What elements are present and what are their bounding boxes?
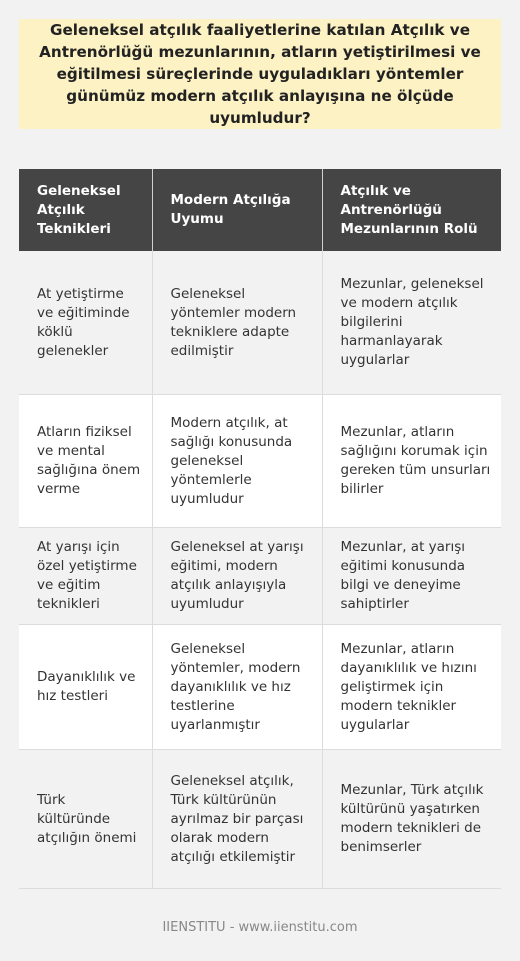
table-row — [19, 395, 501, 528]
comparison-table — [19, 169, 501, 889]
table-cell: Mezunlar, geleneksel ve modern atçılık bilgilerini harmanlayarak uygularlar — [322, 251, 501, 395]
table-cell: Geleneksel at yarışı eğitimi, modern atçılık anlayışıyla uyumludur — [152, 528, 322, 625]
table-row — [19, 528, 501, 625]
table-cell: Dayanıklılık ve hız testleri — [19, 625, 152, 750]
question-banner — [19, 19, 501, 129]
table-cell: At yarışı için özel yetiştirme ve eğitim teknikleri — [19, 528, 152, 625]
footer-credit: IIENSTITU - www.iienstitu.com — [162, 920, 358, 935]
table-row — [19, 750, 501, 889]
table-cell: Modern atçılık, at sağlığı konusunda geleneksel yöntemlerle uyumludur — [152, 395, 322, 528]
table-cell: Atların fiziksel ve mental sağlığına önem verme — [19, 395, 152, 528]
table-header — [19, 169, 501, 251]
comparison-table-container — [19, 169, 501, 889]
header-row — [19, 169, 501, 251]
table-cell: Geleneksel atçılık, Türk kültürünün ayrılmaz bir parçası olarak modern atçılığı etkilemiştir — [152, 750, 322, 889]
table-cell: Geleneksel yöntemler modern tekniklere adapte edilmiştir — [152, 251, 322, 395]
table-row — [19, 251, 501, 395]
table-cell: At yetiştirme ve eğitiminde köklü gelenekler — [19, 251, 152, 395]
table-cell: Mezunlar, Türk atçılık kültürünü yaşatırken modern teknikleri de benimserler — [322, 750, 501, 889]
table-cell: Mezunlar, atların sağlığını korumak için gereken tüm unsurları bilirler — [322, 395, 501, 528]
column-header-graduates-role: Atçılık ve Antrenörlüğü Mezunlarının Rolü — [322, 169, 501, 251]
question-text: Geleneksel atçılık faaliyetlerine katılan Atçılık ve Antrenörlüğü mezunlarının, atların yetiştirilmesi ve eğitilmesi süreçlerinde uyguladıkları yöntemler günümüz modern atçılık anlayışına ne ölçüde uyumludur? — [39, 21, 481, 127]
table-row — [19, 625, 501, 750]
table-body — [19, 251, 501, 889]
column-header-modern-compatibility: Modern Atçılığa Uyumu — [152, 169, 322, 251]
column-header-traditional-techniques: Geleneksel Atçılık Teknikleri — [19, 169, 152, 251]
table-cell: Geleneksel yöntemler, modern dayanıklılık ve hız testlerine uyarlanmıştır — [152, 625, 322, 750]
table-cell: Mezunlar, at yarışı eğitimi konusunda bilgi ve deneyime sahiptirler — [322, 528, 501, 625]
table-cell: Mezunlar, atların dayanıklılık ve hızını geliştirmek için modern teknikler uygularlar — [322, 625, 501, 750]
table-cell: Türk kültüründe atçılığın önemi — [19, 750, 152, 889]
